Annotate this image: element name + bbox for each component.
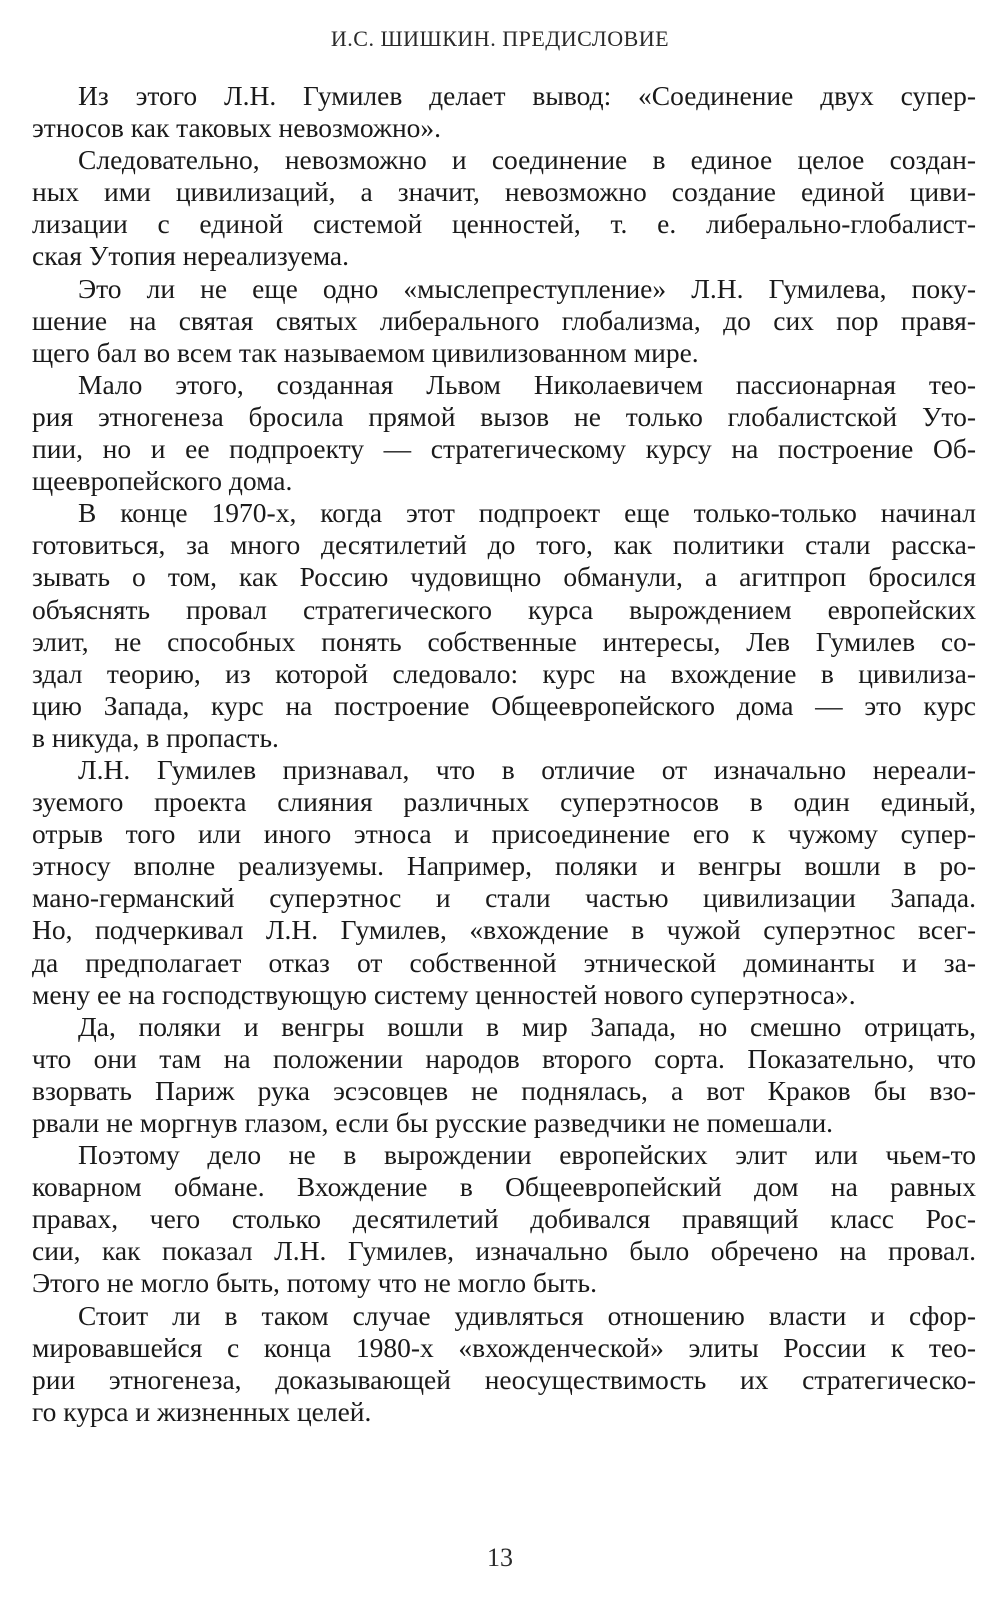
- running-head: И.С. ШИШКИН. ПРЕДИСЛОВИЕ: [330, 26, 670, 51]
- text-line: Из этого Л.Н. Гумилев делает вывод: «Соединение двух супер-: [78, 80, 976, 111]
- paragraph: [32, 273, 976, 369]
- text-line: рвали не моргнув глазом, если бы русские разведчики не помешали.: [32, 1107, 834, 1138]
- text-line: коварном обмане. Вхождение в Общеевропейский дом на равных: [32, 1171, 976, 1203]
- text-line: го курса и жизненных целей.: [32, 1395, 372, 1427]
- text-line: да предполагает отказ от собственной этнической доминанты и за-: [32, 946, 976, 978]
- body-text: [32, 80, 976, 1428]
- text-line: готовиться, за много десятилетий до того, как политики стали расска-: [32, 529, 976, 561]
- text-line: мировавшейся с конца 1980-х «вхожденческой» элиты России к тео-: [32, 1331, 976, 1363]
- text-line: Мало этого, созданная Львом Николаевичем пассионарная тео-: [78, 368, 976, 400]
- text-line: ская Утопия нереализуема.: [32, 240, 349, 272]
- paragraph: [32, 369, 976, 497]
- text-line: Поэтому дело не в вырождении европейских элит или чьем-то: [78, 1139, 976, 1171]
- paragraph: [32, 1300, 976, 1428]
- text-line: щеевропейского дома.: [32, 465, 293, 497]
- text-line: шение на святая святых либерального глобализма, до сих пор правя-: [32, 304, 976, 336]
- text-line: щего бал во всем так называемом цивилизованном мире.: [32, 336, 699, 368]
- text-line: здал теорию, из которой следовало: курс на вхождение в цивилиза-: [32, 657, 976, 689]
- text-line: Следовательно, невозможно и соединение в единое целое создан-: [78, 144, 976, 176]
- page-number: 13: [487, 1543, 513, 1572]
- text-line: этносу вполне реализуемы. Например, поляки и венгры вошли в ро-: [32, 850, 976, 882]
- text-line: Да, поляки и венгры вошли в мир Запада, но смешно отрицать,: [78, 1010, 976, 1042]
- text-line: что они там на положении народов второго сорта. Показательно, что: [32, 1042, 976, 1074]
- text-line: мано-германский суперэтнос и стали частью цивилизации Запада.: [32, 882, 976, 914]
- text-line: цию Запада, курс на построение Общеевропейского дома — это курс: [32, 689, 976, 721]
- text-line: Это ли не еще одно «мыслепреступление» Л.Н. Гумилева, поку-: [78, 272, 976, 304]
- paragraph: [32, 144, 976, 272]
- text-line: В конце 1970-х, когда этот подпроект еще только-только начинал: [78, 497, 976, 529]
- paragraph: [32, 1139, 976, 1299]
- paragraph: [32, 754, 976, 1011]
- text-line: Стоит ли в таком случае удивляться отношению власти и сфор-: [78, 1299, 976, 1331]
- paragraph: [32, 497, 976, 754]
- text-line: Этого не могло быть, потому что не могло быть.: [32, 1267, 597, 1299]
- text-line: пии, но и ее подпроекту — стратегическому курсу на построение Об-: [32, 433, 976, 465]
- text-line: зывать о том, как Россию чудовищно обманули, а агитпроп бросился: [32, 561, 976, 593]
- text-line: элит, не способных понять собственные интересы, Лев Гумилев со-: [32, 625, 976, 657]
- text-line: отрыв того или иного этноса и присоединение его к чужому супер-: [32, 818, 976, 850]
- text-line: сии, как показал Л.Н. Гумилев, изначально было обречено на провал.: [32, 1235, 976, 1267]
- paragraph: [32, 80, 976, 144]
- text-line: рии этногенеза, доказывающей неосуществимость их стратегическо-: [32, 1363, 976, 1395]
- text-line: рия этногенеза бросила прямой вызов не только глобалистской Уто-: [32, 400, 976, 432]
- text-line: Л.Н. Гумилев признавал, что в отличие от изначально нереали-: [78, 753, 976, 785]
- text-line: правах, чего столько десятилетий добивался правящий класс Рос-: [32, 1203, 976, 1235]
- paragraph: [32, 1011, 976, 1139]
- text-line: этносов как таковых невозможно».: [32, 112, 442, 144]
- text-line: ных ими цивилизаций, а значит, невозможно создание единой циви-: [32, 176, 976, 208]
- text-line: лизации с единой системой ценностей, т. е. либерально-глобалист-: [32, 208, 976, 240]
- text-line: в никуда, в пропасть.: [32, 721, 279, 753]
- text-line: Но, подчеркивал Л.Н. Гумилев, «вхождение в чужой суперэтнос всег-: [32, 914, 976, 946]
- text-line: зуемого проекта слияния различных суперэтносов в один единый,: [32, 786, 976, 818]
- text-line: объяснять провал стратегического курса вырождением европейских: [32, 593, 976, 625]
- text-line: мену ее на господствующую систему ценностей нового суперэтноса».: [32, 978, 856, 1010]
- text-line: взорвать Париж рука эсэсовцев не поднялась, а вот Краков бы взо-: [32, 1074, 976, 1106]
